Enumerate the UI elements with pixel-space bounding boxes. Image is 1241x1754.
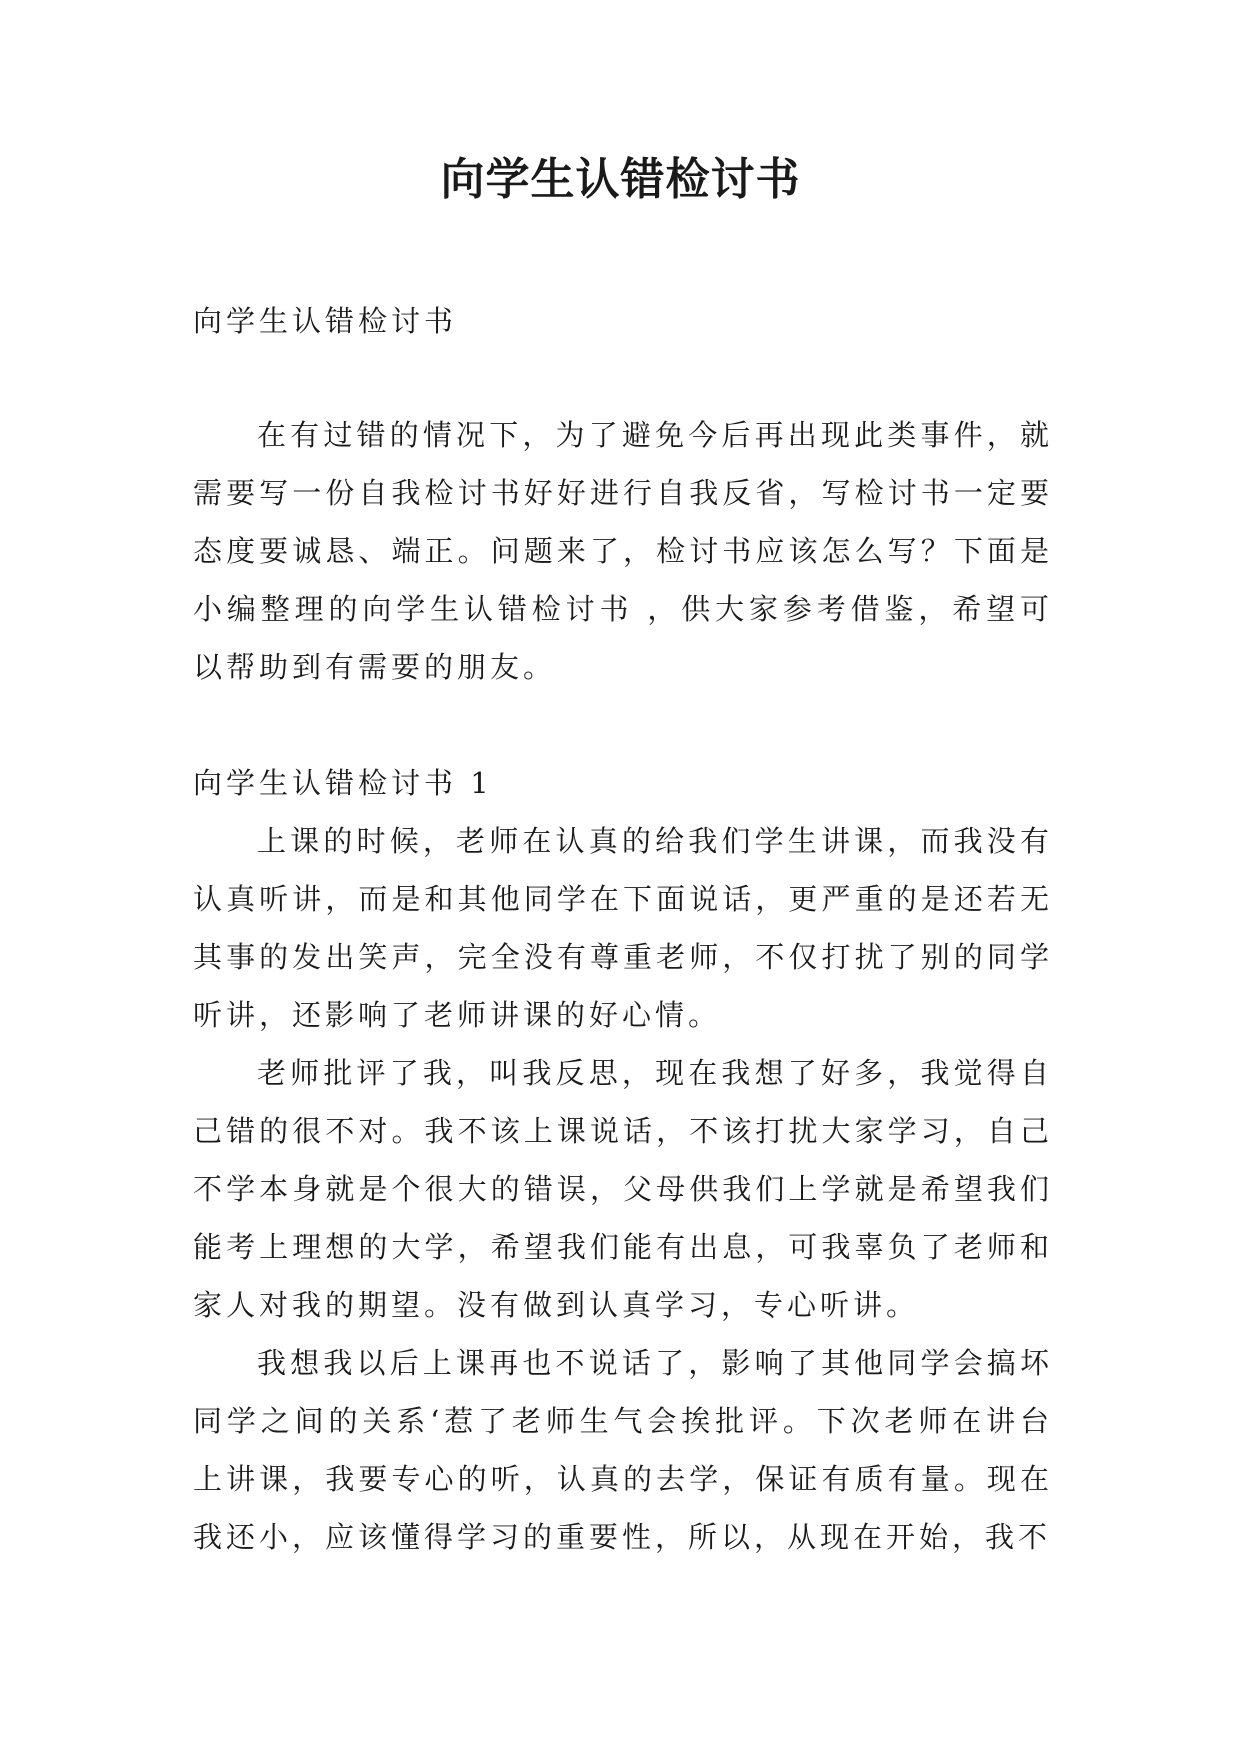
section-heading: 向学生认错检讨书 1	[193, 766, 493, 800]
body-paragraph-2: 老师批评了我，叫我反思，现在我想了好多，我觉得自己错的很不对。我不该上课说话，不该打扰大家学习，自己不学本身就是个很大的错误，父母供我们上学就是希望我们能考上理想的大学，希望我们能有出息，可我辜负了老师和家人对我的期望。没有做到认真学习，专心听讲。	[193, 1056, 1053, 1322]
body-paragraph-1: 上课的时候，老师在认真的给我们学生讲课，而我没有认真听讲，而是和其他同学在下面说话，更严重的是还若无其事的发出笑声，完全没有尊重老师，不仅打扰了别的同学听讲，还影响了老师讲课的好心情。	[193, 824, 1053, 1032]
document-subtitle: 向学生认错检讨书	[193, 304, 458, 338]
body-paragraph-3: 我想我以后上课再也不说话了，影响了其他同学会搞坏同学之间的关系‘惹了老师生气会挨批评。下次老师在讲台上讲课，我要专心的听，认真的去学，保证有质有量。现在我还小，应该懂得学习的重要性，所以，从现在开始，我不	[193, 1346, 1053, 1554]
document-title: 向学生认错检讨书	[440, 154, 801, 205]
document-body	[193, 292, 1053, 1566]
intro-paragraph: 在有过错的情况下，为了避免今后再出现此类事件，就需要写一份自我检讨书好好进行自我反省，写检讨书一定要态度要诚恳、端正。问题来了，检讨书应该怎么写？下面是小编整理的向学生认错检讨书 ，供大家参考借鉴，希望可以帮助到有需要的朋友。	[193, 418, 1053, 684]
